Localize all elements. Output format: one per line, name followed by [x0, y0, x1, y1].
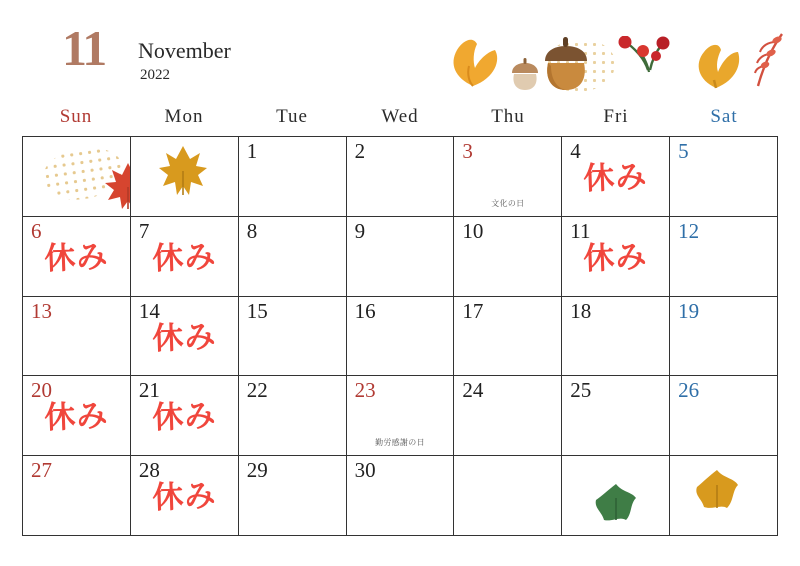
calendar-day-cell[interactable]: [239, 376, 347, 456]
day-number: 22: [246, 378, 268, 403]
day-number: 1: [246, 139, 258, 163]
day-number: 15: [246, 298, 268, 323]
day-number: 12: [678, 218, 700, 243]
weekday-fri: Fri: [603, 106, 629, 127]
closed-label: 休み: [43, 398, 110, 437]
closed-label: 休み: [151, 478, 217, 517]
closed-label: 休み: [583, 158, 649, 198]
day-number: 25: [570, 378, 592, 403]
weekday-sat: Sat: [710, 106, 738, 127]
day-number: 18: [570, 298, 592, 323]
calendar-day-cell[interactable]: [347, 376, 455, 456]
acorn-icon: [538, 33, 594, 98]
weekday-sun: Sun: [59, 106, 93, 127]
closed-label: 休み: [151, 238, 217, 277]
calendar-grid: [22, 136, 778, 536]
calendar-day-cell[interactable]: [670, 137, 778, 217]
day-number: 5: [678, 139, 689, 163]
calendar-day-cell[interactable]: [131, 217, 239, 297]
calendar-day-cell[interactable]: [454, 137, 562, 217]
calendar-day-cell[interactable]: [454, 297, 562, 377]
holiday-name: 勤労感謝の日: [375, 438, 425, 448]
maple-leaf-gold-icon: [157, 143, 209, 202]
day-number: 2: [354, 139, 366, 163]
calendar-header: [0, 0, 800, 100]
ivy-leaf-green-icon: [592, 482, 640, 531]
calendar-empty-cell[interactable]: [23, 137, 131, 217]
month-number: 11: [62, 20, 106, 76]
calendar-day-cell[interactable]: [347, 217, 455, 297]
calendar-day-cell[interactable]: [23, 456, 131, 536]
calendar-day-cell[interactable]: [23, 376, 131, 456]
calendar-day-cell[interactable]: [347, 137, 455, 217]
calendar-day-cell[interactable]: [562, 137, 670, 217]
calendar-day-cell[interactable]: [562, 217, 670, 297]
weekday-wed: Wed: [381, 106, 419, 127]
ginkgo-leaf-icon: [443, 34, 503, 94]
weekday-header-row: [22, 106, 778, 134]
closed-label: 休み: [583, 238, 649, 277]
calendar-day-cell[interactable]: [239, 297, 347, 377]
day-number: 20: [31, 378, 52, 403]
day-number: 13: [31, 298, 52, 323]
ginkgo-leaf-gold-icon: [688, 38, 744, 99]
day-number: 26: [678, 378, 700, 403]
day-number: 10: [462, 218, 484, 243]
calendar-day-cell[interactable]: [454, 217, 562, 297]
month-name: November: [138, 38, 231, 63]
day-number: 24: [462, 378, 484, 403]
day-number: 14: [138, 298, 160, 323]
red-branch-icon: [736, 30, 788, 97]
day-number: 9: [354, 218, 366, 243]
day-number: 17: [462, 298, 484, 323]
acorn-small-icon: [508, 56, 542, 97]
calendar-day-cell[interactable]: [347, 456, 455, 536]
calendar-empty-cell[interactable]: [454, 456, 562, 536]
calendar-day-cell[interactable]: [239, 456, 347, 536]
calendar-day-cell[interactable]: [239, 217, 347, 297]
calendar-day-cell[interactable]: [23, 217, 131, 297]
calendar-day-cell[interactable]: [562, 297, 670, 377]
closed-label: 休み: [43, 238, 110, 277]
ivy-leaf-gold-icon: [692, 468, 742, 519]
calendar-empty-cell[interactable]: [131, 137, 239, 217]
day-number: 21: [138, 378, 160, 403]
weekday-mon: Mon: [164, 106, 204, 127]
dotted-blob-icon: [545, 40, 615, 92]
day-number: 7: [138, 218, 150, 243]
calendar-day-cell[interactable]: [131, 456, 239, 536]
calendar-day-cell[interactable]: [347, 297, 455, 377]
weekday-tue: Tue: [276, 106, 308, 127]
calendar-day-cell[interactable]: [239, 137, 347, 217]
closed-label: 休み: [151, 398, 217, 437]
day-number: 29: [246, 458, 268, 483]
holiday-name: 文化の日: [491, 198, 525, 208]
calendar-day-cell[interactable]: [23, 297, 131, 377]
year-label: 2022: [140, 67, 170, 83]
dotted-blob-icon: [40, 144, 126, 205]
day-number: 8: [246, 218, 258, 243]
day-number: 3: [462, 139, 473, 163]
day-number: 16: [354, 298, 376, 323]
calendar-day-cell[interactable]: [454, 376, 562, 456]
calendar-day-cell[interactable]: [131, 297, 239, 377]
calendar-day-cell[interactable]: [670, 376, 778, 456]
calendar-day-cell[interactable]: [670, 217, 778, 297]
calendar-day-cell[interactable]: [670, 297, 778, 377]
day-number: 11: [570, 218, 591, 243]
day-number: 4: [570, 139, 581, 163]
calendar-empty-cell[interactable]: [670, 456, 778, 536]
day-number: 28: [138, 458, 160, 483]
calendar-day-cell[interactable]: [562, 376, 670, 456]
calendar-day-cell[interactable]: [131, 376, 239, 456]
calendar-empty-cell[interactable]: [562, 456, 670, 536]
closed-label: 休み: [151, 318, 217, 357]
day-number: 6: [31, 218, 42, 243]
day-number: 30: [354, 458, 376, 483]
day-number: 27: [31, 458, 52, 483]
red-berries-icon: [618, 36, 674, 93]
weekday-thu: Thu: [491, 106, 525, 127]
day-number: 23: [354, 378, 376, 403]
day-number: 19: [678, 298, 700, 323]
maple-leaf-red-icon: [103, 159, 131, 216]
